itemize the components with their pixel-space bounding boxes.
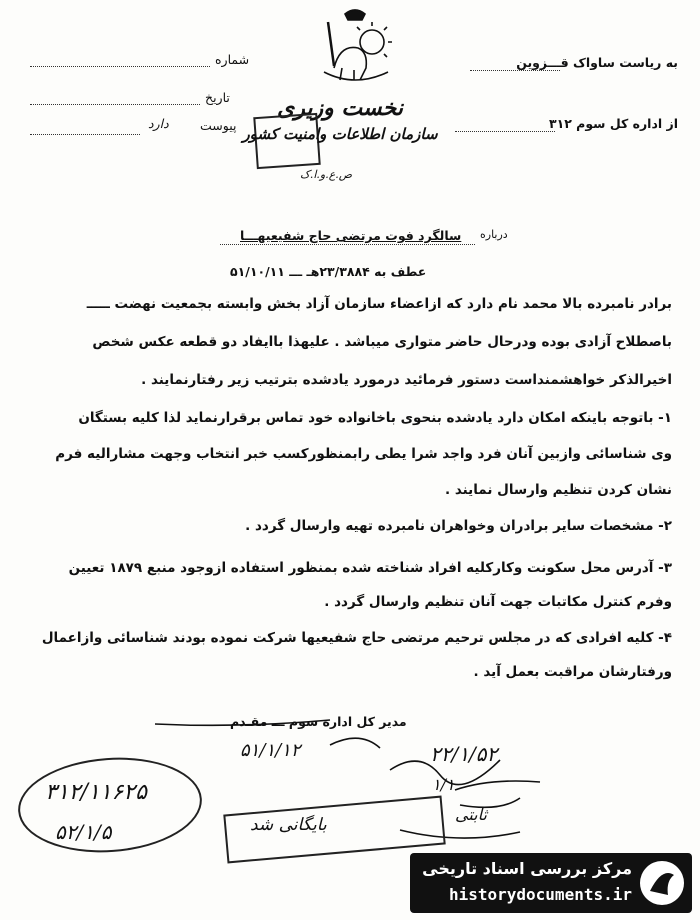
body-line-6: نشان کردن تنظیم وارسال نمایند . — [445, 482, 672, 498]
signature-date-1: ۵۱/۱/۱۲ — [240, 740, 301, 761]
signature-date-2: ۲۲/۱/۵۲ — [430, 742, 498, 766]
signature-title: مدیر کل اداره سوم ـــ مقـدم — [230, 714, 407, 729]
watermark-url: historydocuments.ir — [448, 885, 632, 904]
handwritten-mark: ۱/۱ — [432, 775, 455, 794]
file-number: ۳۱۲/۱۱۶۲۵ — [45, 780, 147, 805]
watermark-title: مرکز بررسی اسناد تاریخی — [422, 859, 632, 878]
ministry-title: نخست وزیری — [277, 95, 403, 121]
stamp-code: ص.ع.و.ا.ک — [300, 168, 353, 181]
body-line-7: ۲- مشخصات سایر برادران وخواهران نامبرده تهیه وارسال گردد . — [245, 518, 672, 534]
body-line-5: وی شناسائی وازبین آنان فرد واجد شرا یطی رابمنظورکسب خبر انتخاب وجهت مشارالیه فرم — [55, 446, 672, 462]
archive-stamp-text: بایگانی شد — [250, 815, 327, 835]
subject-label: درباره — [480, 228, 508, 241]
historydocuments-logo-icon — [640, 861, 684, 905]
attachment-value: دارد — [148, 116, 169, 131]
attachment-label: پیوست — [200, 118, 237, 133]
body-line-2: باصطلاح آزادی بوده ودرحال حاضر متواری میباشد . علیهذا باایفاد دو قطعه عکس شخص — [92, 334, 672, 350]
body-line-1: برادر نامبرده بالا محمد نام دارد که ازاعضاء سازمان آزاد بخش وابسته بجمعیت نهضت ـــــ — [86, 296, 672, 312]
reference-line: عطف به ۲۳/۳۸۸۴هـ ـــ ۵۱/۱۰/۱۱ — [230, 264, 427, 279]
body-line-8: ۳- آدرس محل سکونت وکارکلیه افراد شناخته شده بمنظور استفاده ازوجود منبع ۱۸۷۹ تعیین — [68, 560, 672, 576]
body-line-10: ۴- کلیه افرادی که در مجلس ترحیم مرتضی حاج شفیعیها شرکت نموده بودند شناسائی وازاعمال — [41, 630, 672, 646]
recipient-line: به ریاست ساواک قـــزوین — [516, 55, 678, 70]
body-line-11: ورفتارشان مراقبت بعمل آید . — [473, 664, 672, 680]
number-label: شماره — [215, 52, 250, 67]
subject-text: سالگرد فوت مرتضی حاج شفیعیهـــا — [240, 228, 462, 243]
body-line-4: ۱- باتوجه باینکه امکان دارد یادشده بنحوی باخانواده خود تماس برقرارنماید لذا کلیه بستگان — [78, 410, 672, 426]
body-line-3: اخیرالذکر خواهشمنداست دستور فرمائید درمورد یادشده بترتیب زیر رفتارنمایند . — [141, 372, 672, 388]
handwritten-name: ثابتی — [455, 805, 487, 824]
watermark-banner — [410, 853, 692, 913]
sender-line: از اداره کل سوم ۳۱۲ — [548, 116, 678, 131]
body-line-9: وفرم کنترل مکاتبات جهت آنان تنظیم وارسال گردد . — [324, 594, 672, 610]
date-label: تاریخ — [205, 90, 230, 105]
organization-title: سازمان اطلاعات وامنیت کشور — [242, 125, 438, 143]
handwritten-date-3: ۵۲/۱/۵ — [55, 820, 112, 844]
